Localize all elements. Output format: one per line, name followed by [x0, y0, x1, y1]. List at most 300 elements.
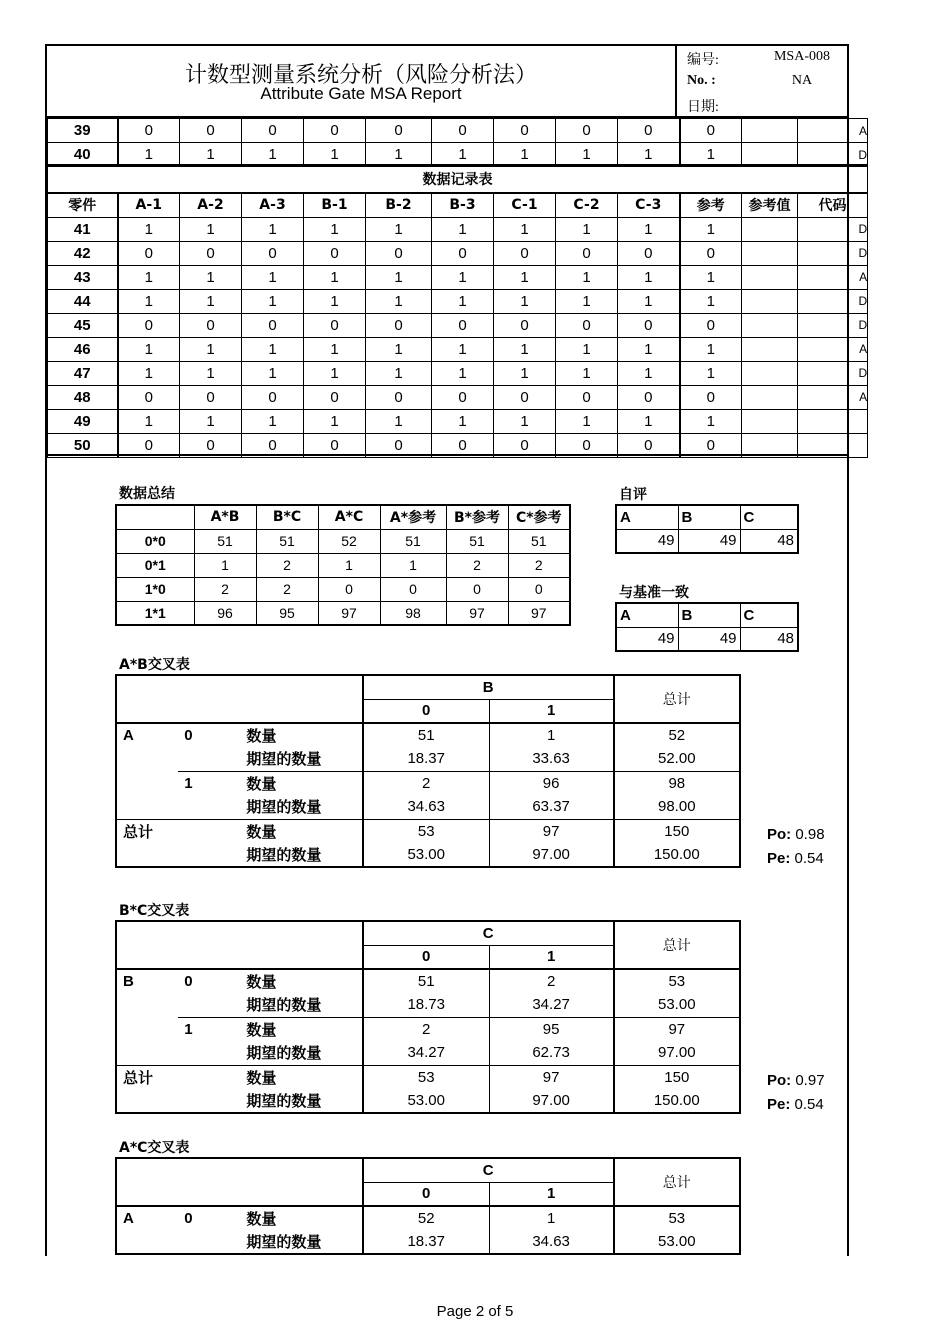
measurement-cell: 0 [556, 119, 618, 143]
part-number-cell: 46 [48, 337, 118, 361]
reference-value-cell [742, 409, 798, 433]
crosstab-row-level [178, 1065, 240, 1089]
part-number-cell: 42 [48, 241, 118, 265]
crosstab-value: 150 [614, 1065, 740, 1089]
part-number-cell: 43 [48, 265, 118, 289]
measurement-cell: 0 [304, 119, 366, 143]
crosstab-table [115, 920, 741, 1114]
reference-value-cell [742, 289, 798, 313]
po-label: Po: [767, 826, 792, 843]
crosstab-value: 52 [363, 1206, 489, 1230]
record-table [47, 164, 868, 458]
measurement-cell: 0 [556, 433, 618, 457]
summary-value: 0 [508, 577, 570, 601]
measurement-cell: 1 [304, 289, 366, 313]
crosstab-value: 1 [489, 1206, 613, 1230]
code-cell: D [798, 217, 868, 241]
crosstab-kind-label: 数量 [240, 819, 362, 843]
measurement-cell: 1 [180, 361, 242, 385]
code-cell: D [798, 289, 868, 313]
measurement-cell: 1 [432, 361, 494, 385]
reference-value-cell [742, 337, 798, 361]
crosstab-value: 2 [489, 969, 613, 993]
summary-value: 51 [380, 529, 446, 553]
measurement-cell: 1 [432, 409, 494, 433]
measurement-cell: 1 [432, 289, 494, 313]
summary-value: 2 [256, 553, 318, 577]
record-row [48, 313, 868, 337]
column-header: 参考 [680, 193, 742, 217]
measurement-cell: 1 [118, 143, 180, 167]
no-value: NA [791, 73, 813, 88]
summary-row-label: 1*1 [116, 601, 194, 625]
crosstab-value: 34.63 [489, 1230, 613, 1254]
code-cell: D [798, 313, 868, 337]
reference-value-cell [742, 143, 798, 167]
crosstab-value: 52.00 [614, 747, 740, 771]
crosstab-row [116, 843, 740, 867]
measurement-cell: 0 [556, 313, 618, 337]
crosstab-row-variable [116, 993, 178, 1017]
crosstab-row [116, 1065, 740, 1089]
self-eval-label: 自评 [619, 487, 647, 503]
reference-value-cell [742, 241, 798, 265]
summary-column-header: A*参考 [380, 505, 446, 529]
crosstab-row [116, 1089, 740, 1113]
ref-agree-table [615, 602, 799, 652]
measurement-cell: 1 [618, 337, 680, 361]
measurement-cell: 1 [366, 337, 432, 361]
summary-corner [116, 505, 194, 529]
ref-agree-head-b: B [678, 603, 740, 627]
measurement-cell: 1 [304, 337, 366, 361]
reference-value-cell [742, 265, 798, 289]
measurement-cell: 1 [366, 143, 432, 167]
column-header: A-1 [118, 193, 180, 217]
crosstab-value: 150.00 [614, 1089, 740, 1113]
measurement-cell: 1 [618, 409, 680, 433]
measurement-cell: 0 [242, 433, 304, 457]
measurement-cell: 0 [494, 241, 556, 265]
measurement-cell: 1 [494, 265, 556, 289]
crosstab-row [116, 969, 740, 993]
crosstab-value: 2 [363, 771, 489, 795]
crosstab-title: A*C交叉表 [119, 1140, 190, 1156]
crosstab-row [116, 993, 740, 1017]
crosstab-row-level [178, 843, 240, 867]
crosstab-total-header: 总计 [614, 1158, 740, 1206]
crosstab-value: 18.37 [363, 747, 489, 771]
measurement-cell: 1 [366, 409, 432, 433]
summary-value: 2 [446, 553, 508, 577]
report-meta [675, 46, 847, 116]
crosstab-row-level: 1 [178, 771, 240, 795]
record-row [48, 289, 868, 313]
crosstab-row [116, 819, 740, 843]
crosstab-value: 18.37 [363, 1230, 489, 1254]
summary-value: 52 [318, 529, 380, 553]
crosstab-value: 53.00 [363, 843, 489, 867]
pe-statistic [767, 1096, 824, 1113]
measurement-cell: 0 [618, 433, 680, 457]
reference-cell: 1 [680, 217, 742, 241]
measurement-cell: 0 [118, 433, 180, 457]
crosstab-kind-label: 期望的数量 [246, 1092, 322, 1110]
ref-agree-label: 与基准一致 [619, 585, 689, 601]
report-title-cn: 计数型测量系统分析（风险分析法） [184, 63, 537, 88]
measurement-cell: 0 [118, 385, 180, 409]
crosstab-row [116, 1206, 740, 1230]
measurement-cell: 0 [618, 313, 680, 337]
measurement-cell: 1 [432, 143, 494, 167]
summary-table [115, 504, 571, 626]
crosstab-kind-label: 数量 [240, 1065, 362, 1089]
crosstab-value: 97 [614, 1017, 740, 1041]
crosstab-value: 62.73 [489, 1041, 613, 1065]
measurement-cell: 1 [242, 409, 304, 433]
measurement-cell: 1 [242, 265, 304, 289]
crosstab-row-level: 0 [178, 723, 240, 747]
measurement-cell: 0 [304, 313, 366, 337]
crosstab-value: 34.27 [489, 993, 613, 1017]
crosstab-row-variable: 总计 [116, 819, 178, 843]
measurement-cell: 0 [366, 119, 432, 143]
record-table-title: 数据记录表 [48, 165, 868, 193]
part-number-cell: 41 [48, 217, 118, 241]
measurement-cell: 1 [304, 265, 366, 289]
measurement-cell: 0 [366, 433, 432, 457]
crosstab-row-variable [116, 1230, 178, 1254]
summary-value: 1 [318, 553, 380, 577]
summary-value: 2 [256, 577, 318, 601]
measurement-cell: 1 [118, 361, 180, 385]
crosstab-row-variable [116, 843, 178, 867]
crosstab-title: A*B交叉表 [119, 657, 190, 673]
crosstab-value: 33.63 [489, 747, 613, 771]
crosstab-row-variable [116, 1089, 178, 1113]
code-cell: D [798, 241, 868, 265]
summary-column-header: B*C [256, 505, 318, 529]
measurement-cell: 0 [556, 241, 618, 265]
summary-value: 1 [194, 553, 256, 577]
po-label: Po: [767, 1072, 792, 1089]
summary-value: 51 [446, 529, 508, 553]
measurement-cell: 1 [618, 361, 680, 385]
no-label: No. : [687, 73, 716, 88]
crosstab-row-variable [116, 771, 178, 795]
crosstab-row-level: 0 [178, 1206, 240, 1230]
measurement-cell: 1 [556, 289, 618, 313]
column-header: C-1 [494, 193, 556, 217]
measurement-cell: 1 [242, 289, 304, 313]
report-frame [45, 44, 868, 1256]
measurement-cell: 1 [618, 217, 680, 241]
reference-cell: 1 [680, 409, 742, 433]
column-header: A-3 [242, 193, 304, 217]
summary-value: 51 [256, 529, 318, 553]
crosstab-row [116, 1017, 740, 1041]
measurement-cell: 1 [366, 217, 432, 241]
measurement-cell: 1 [556, 143, 618, 167]
report-title-en: Attribute Gate MSA Report [260, 84, 462, 103]
summary-value: 95 [256, 601, 318, 625]
crosstab-table [115, 674, 741, 868]
column-header: B-3 [432, 193, 494, 217]
number-value: MSA-008 [773, 49, 830, 64]
crosstab-row-level [178, 993, 240, 1017]
measurement-cell: 0 [618, 241, 680, 265]
part-number-cell: 44 [48, 289, 118, 313]
crosstab-level-header: 1 [489, 1182, 613, 1206]
crosstab-level-header: 0 [363, 699, 489, 723]
measurement-cell: 1 [618, 265, 680, 289]
code-cell [798, 409, 868, 433]
crosstab-row-variable [116, 1017, 178, 1041]
summary-row-label: 0*0 [116, 529, 194, 553]
part-number-cell: 40 [48, 143, 118, 167]
summary-value: 0 [318, 577, 380, 601]
report-header [47, 46, 847, 118]
measurement-cell: 1 [432, 337, 494, 361]
measurement-cell: 1 [180, 217, 242, 241]
measurement-cell: 0 [118, 241, 180, 265]
summary-column-header: C*参考 [508, 505, 570, 529]
crosstab-kind-label: 期望的数量 [246, 996, 322, 1015]
summary-value: 96 [194, 601, 256, 625]
column-header: A-2 [180, 193, 242, 217]
measurement-cell: 1 [242, 361, 304, 385]
ref-agree-value-c: 48 [740, 627, 798, 651]
measurement-cell: 0 [180, 313, 242, 337]
record-row [48, 119, 868, 143]
crosstab-kind-label: 期望的数量 [246, 1044, 322, 1063]
crosstab-value: 53 [363, 819, 489, 843]
crosstab-row-variable [116, 747, 178, 771]
record-row [48, 337, 868, 361]
measurement-cell: 0 [180, 241, 242, 265]
crosstab-kind-label: 期望的数量 [246, 1233, 322, 1251]
column-header: B-1 [304, 193, 366, 217]
summary-column-header: A*B [194, 505, 256, 529]
summary-value: 1 [380, 553, 446, 577]
crosstab-corner [116, 921, 363, 969]
measurement-cell: 1 [556, 265, 618, 289]
crosstab-column-variable: C [363, 1158, 614, 1182]
measurement-cell: 1 [118, 337, 180, 361]
reference-cell: 0 [680, 119, 742, 143]
record-row [48, 143, 868, 167]
self-eval-value-b: 49 [678, 529, 740, 553]
column-header: B-2 [366, 193, 432, 217]
crosstab-value: 97.00 [614, 1041, 740, 1065]
crosstab-row-level [178, 795, 240, 819]
crosstab-value: 51 [363, 969, 489, 993]
crosstab-value: 97 [489, 819, 613, 843]
summary-label: 数据总结 [119, 486, 175, 502]
summary-header-row [116, 505, 570, 529]
record-row [48, 409, 868, 433]
summary-column-header: A*C [318, 505, 380, 529]
summary-value: 97 [508, 601, 570, 625]
part-number-cell: 49 [48, 409, 118, 433]
measurement-cell: 0 [304, 241, 366, 265]
crosstab-total-header: 总计 [614, 921, 740, 969]
reference-cell: 1 [680, 337, 742, 361]
crosstab-row-variable: 总计 [116, 1065, 178, 1089]
self-eval-value-c: 48 [740, 529, 798, 553]
reference-value-cell [742, 361, 798, 385]
measurement-cell: 1 [432, 217, 494, 241]
crosstab-value: 18.73 [363, 993, 489, 1017]
po-value: 0.98 [795, 826, 825, 843]
crosstab-row-variable: B [116, 969, 178, 993]
summary-row [116, 601, 570, 625]
measurement-cell: 1 [556, 409, 618, 433]
crosstab-value: 97.00 [489, 843, 613, 867]
crosstab-value: 2 [363, 1017, 489, 1041]
measurement-cell: 1 [556, 217, 618, 241]
crosstab-value: 97 [489, 1065, 613, 1089]
measurement-cell: 0 [366, 385, 432, 409]
measurement-cell: 1 [304, 143, 366, 167]
measurement-cell: 1 [304, 217, 366, 241]
summary-value: 2 [194, 577, 256, 601]
crosstab-row [116, 1041, 740, 1065]
crosstab-row-variable [116, 1041, 178, 1065]
pe-label: Pe: [767, 850, 791, 867]
date-label: 日期: [687, 100, 719, 115]
summary-value: 51 [194, 529, 256, 553]
measurement-cell: 1 [366, 265, 432, 289]
measurement-cell: 0 [366, 313, 432, 337]
crosstab-kind-label: 数量 [240, 771, 362, 795]
measurement-cell: 0 [494, 119, 556, 143]
crosstab-row-variable [116, 795, 178, 819]
summary-value: 2 [508, 553, 570, 577]
measurement-cell: 1 [432, 265, 494, 289]
page-footer: Page 2 of 5 [436, 1303, 514, 1320]
pe-label: Pe: [767, 1096, 791, 1113]
crosstab-value: 34.27 [363, 1041, 489, 1065]
crosstab-value: 97.00 [489, 1089, 613, 1113]
crosstab-level-header: 1 [489, 945, 613, 969]
crosstab-value: 53.00 [614, 1230, 740, 1254]
summary-column-header: B*参考 [446, 505, 508, 529]
record-row [48, 265, 868, 289]
measurement-cell: 0 [432, 433, 494, 457]
ref-agree-head-a: A [616, 603, 678, 627]
summary-value: 51 [508, 529, 570, 553]
measurement-cell: 0 [242, 385, 304, 409]
measurement-cell: 1 [304, 361, 366, 385]
crosstab-value: 98 [614, 771, 740, 795]
measurement-cell: 0 [366, 241, 432, 265]
measurement-cell: 0 [118, 313, 180, 337]
measurement-cell: 1 [618, 289, 680, 313]
measurement-cell: 0 [118, 119, 180, 143]
crosstab-row-level [178, 819, 240, 843]
crosstab-row-level [178, 747, 240, 771]
reference-cell: 0 [680, 313, 742, 337]
self-eval-head-a: A [616, 505, 678, 529]
po-statistic [767, 1072, 825, 1089]
column-header: 零件 [48, 193, 118, 217]
crosstab-value: 95 [489, 1017, 613, 1041]
measurement-cell: 1 [366, 361, 432, 385]
crosstab-corner [116, 675, 363, 723]
measurement-cell: 0 [432, 119, 494, 143]
crosstab-kind-label: 数量 [240, 969, 362, 993]
part-number-cell: 50 [48, 433, 118, 457]
reference-cell: 0 [680, 241, 742, 265]
measurement-cell: 0 [180, 385, 242, 409]
measurement-cell: 1 [494, 409, 556, 433]
measurement-cell: 1 [556, 337, 618, 361]
crosstab-value: 150.00 [614, 843, 740, 867]
reference-cell: 1 [680, 361, 742, 385]
code-cell: A [798, 385, 868, 409]
measurement-cell: 0 [242, 119, 304, 143]
reference-value-cell [742, 313, 798, 337]
reference-cell: 0 [680, 385, 742, 409]
crosstab-row-level [178, 1089, 240, 1113]
ref-agree-value-b: 49 [678, 627, 740, 651]
reference-value-cell [742, 217, 798, 241]
crosstab-value: 63.37 [489, 795, 613, 819]
crosstab-row-level [178, 1041, 240, 1065]
measurement-cell: 1 [180, 337, 242, 361]
measurement-cell: 0 [494, 433, 556, 457]
crosstab-row-variable: A [116, 1206, 178, 1230]
crosstab-row-level: 1 [178, 1017, 240, 1041]
measurement-cell: 1 [366, 289, 432, 313]
crosstab-level-header: 1 [489, 699, 613, 723]
measurement-cell: 0 [432, 241, 494, 265]
crosstab-value: 53.00 [363, 1089, 489, 1113]
code-cell: D [798, 143, 868, 167]
record-table-top [47, 118, 868, 167]
record-table-header [48, 193, 868, 217]
crosstab-value: 52 [614, 723, 740, 747]
crosstab-level-header: 0 [363, 1182, 489, 1206]
crosstab-row [116, 747, 740, 771]
crosstab-value: 53 [614, 1206, 740, 1230]
measurement-cell: 1 [180, 289, 242, 313]
code-cell: A [798, 265, 868, 289]
measurement-cell: 1 [118, 289, 180, 313]
measurement-cell: 1 [494, 217, 556, 241]
crosstab-kind-label: 数量 [240, 1206, 362, 1230]
summary-row [116, 577, 570, 601]
measurement-cell: 1 [618, 143, 680, 167]
measurement-cell: 1 [180, 143, 242, 167]
crosstab-kind-label: 期望的数量 [246, 750, 322, 769]
ref-agree-value-a: 49 [616, 627, 678, 651]
column-header: C-2 [556, 193, 618, 217]
measurement-cell: 1 [118, 217, 180, 241]
number-label: 编号: [687, 53, 719, 68]
self-eval-table [615, 504, 799, 554]
measurement-cell: 0 [618, 385, 680, 409]
measurement-cell: 0 [618, 119, 680, 143]
record-row [48, 217, 868, 241]
record-row [48, 361, 868, 385]
measurement-cell: 1 [118, 409, 180, 433]
po-value: 0.97 [795, 1072, 825, 1089]
measurement-cell: 1 [494, 337, 556, 361]
measurement-cell: 1 [556, 361, 618, 385]
measurement-cell: 1 [494, 289, 556, 313]
